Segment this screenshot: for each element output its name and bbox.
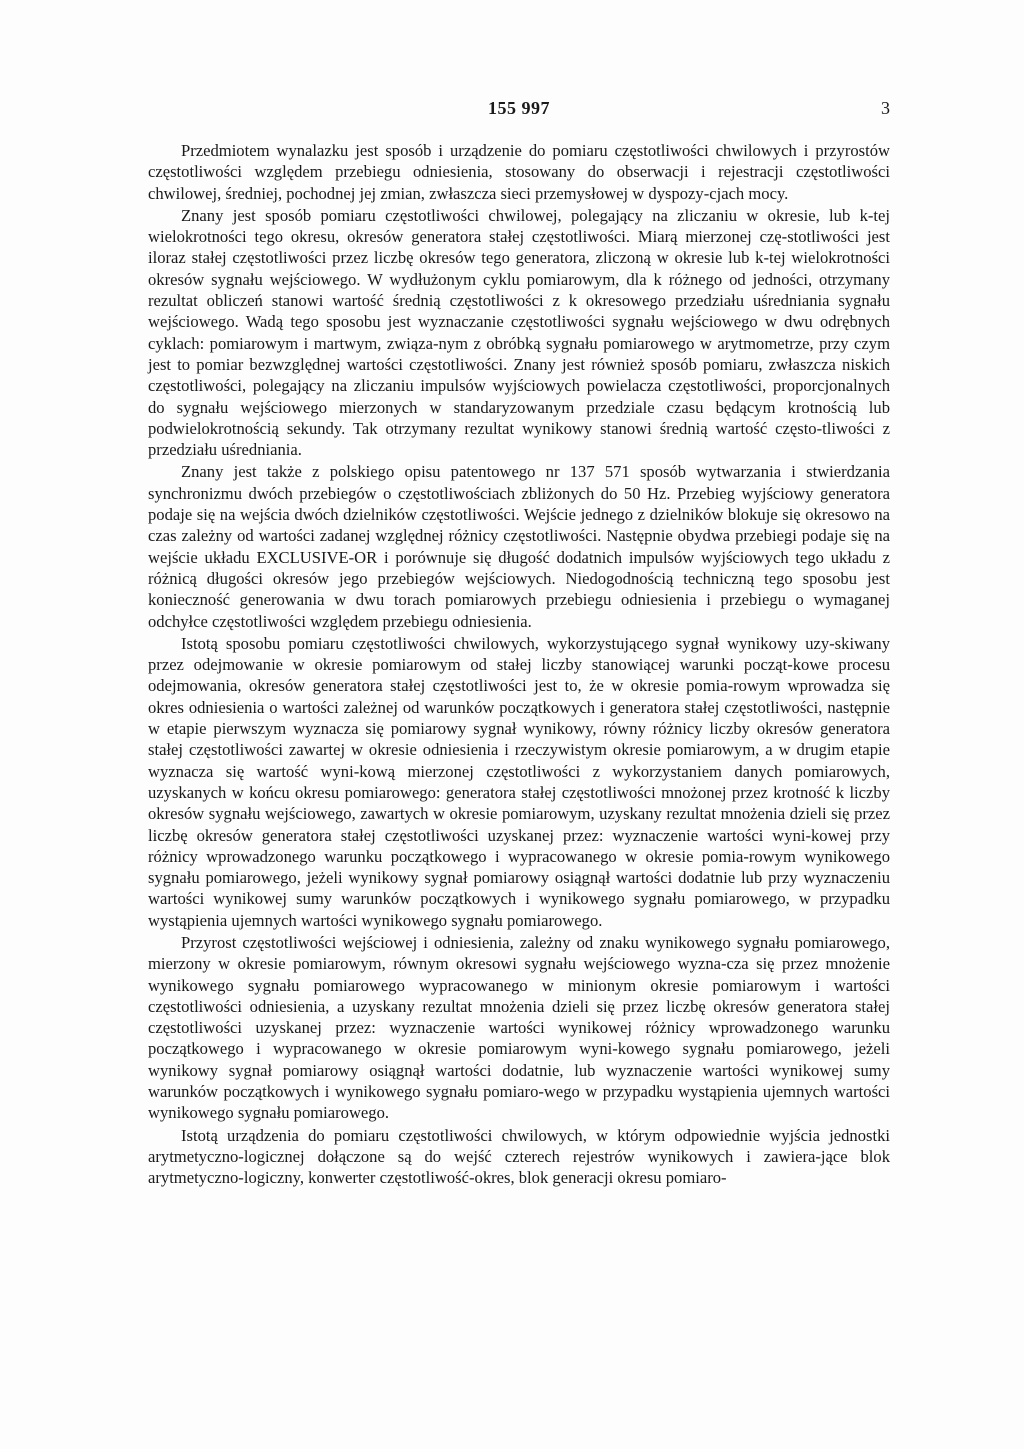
paragraph: Istotą urządzenia do pomiaru częstotliwości chwilowych, w którym odpowiednie wyjścia jednostki arytmetyczno-logicznej dołączone są do wejść czterech rejestrów wynikowych i zawiera-jące blok arytmetyczno-logiczny, konwerter częstotliwość-okres, blok generacji okresu pomiaro-	[148, 1125, 890, 1188]
paragraph: Znany jest także z polskiego opisu patentowego nr 137 571 sposób wytwarzania i stwierdzania synchronizmu dwóch przebiegów o częstotliwościach zbliżonych do 50 Hz. Przebieg wyjściowy generatora podaje się na wejścia dwóch dzielników częstotliwości. Wejście jednego z dzielników blokuje się okresowo na czas zależny od wartości zadanej względnej różnicy częstotliwości. Następnie obydwa przebiegi podaje się na wejście układu EXCLUSIVE-OR i porównuje się długość dodatnich impulsów wyjściowych tego układu z różnicą długości okresów jego przebiegów wejściowych. Niedogodnością techniczną tego sposobu jest konieczność generowania w dwu torach pomiarowych przebiegu odniesienia i przebiegu o wymaganej odchyłce częstotliwości względem przebiegu odniesienia.	[148, 462, 890, 631]
paragraph: Przedmiotem wynalazku jest sposób i urządzenie do pomiaru częstotliwości chwilowych i przyrostów częstotliwości względem przebiegu odniesienia, stosowany do obserwacji i rejestracji częstotliwości chwilowej, średniej, pochodnej jej zmian, zwłaszcza sieci przemysłowej w dyspozy-cjach mocy.	[148, 141, 890, 203]
paragraph: Przyrost częstotliwości wejściowej i odniesienia, zależny od znaku wynikowego sygnału pomiarowego, mierzony w okresie pomiarowym, równym okresowi sygnału wejściowego wyzna-cza się przez mnożenie wynikowego sygnału pomiarowego wypracowanego w minionym okresie pomiarowym i wartości częstotliwości odniesienia, a uzyskany rezultat mnożenia dzieli się przez liczbę okresów generatora stałej częstotliwości uzyskanej przez: wyznaczenie wartości wynikowej różnicy wprowadzonego warunku początkowego i wypracowanego w okresie pomiarowym wyni-kowego sygnału pomiarowego, jeżeli wynikowy sygnał pomiarowy osiągnął wartości dodatnie, lub wyznaczenie wartości wynikowej sumy warunków początkowych i wynikowego sygnału pomiaro-wego w przypadku wystąpienia ujemnych wartości wynikowego sygnału pomiarowego.	[148, 932, 890, 1123]
page-number: 3	[881, 98, 890, 118]
paragraph: Znany jest sposób pomiaru częstotliwości chwilowej, polegający na zliczaniu w okresie, lub k-tej wielokrotności tego okresu, okresów generatora stałej częstotliwości. Miarą mierzonej czę-stotliwości jest iloraz stałej częstotliwości przez liczbę okresów tego generatora, zliczoną w okresie lub k-tej wielokrotności okresów sygnału wejściowego. W wydłużonym cyklu pomiarowym, dla k różnego od jedności, otrzymany rezultat obliczeń stanowi wartość średnią częstotliwości z k okresowego przedziału uśredniania sygnału wejściowego. Wadą tego sposobu jest wyznaczanie częstotliwości sygnału wejściowego w dwu odrębnych cyklach: pomiarowym i martwym, związa-nym z obróbką sygnału pomiarowego w arytmometrze, przy czym jest to pomiar bezwzględnej wartości częstotliwości. Znany jest również sposób pomiaru, zwłaszcza niskich częstotliwości, polegający na zliczaniu impulsów wyjściowych powielacza częstotliwości, proporcjonalnych do sygnału wejściowego mierzonych w standaryzowanym przedziale czasu będącym krotnością lub podwielokrotnością sekundy. Tak otrzymany rezultat wynikowy stanowi średnią wartość często-tliwości z przedziału uśredniania.	[148, 205, 890, 460]
document-body	[148, 140, 890, 1190]
paragraph: Istotą sposobu pomiaru częstotliwości chwilowych, wykorzystującego sygnał wynikowy uzy-skiwany przez odejmowanie w okresie pomiarowym od stałej liczby stanowiącej warunki począt-kowe procesu odejmowania, okresów generatora stałej częstotliwości jest to, że w okresie pomia-rowym wprowadza się okres odniesienia o wartości zależnej od warunków początkowych i generatora stałej częstotliwości, następnie w etapie pierwszym wyznacza się pomiarowy sygnał wynikowy, równy różnicy liczby okresów generatora stałej częstotliwości zawartej w okresie odniesienia i rzeczywistym okresie pomiarowym, a w drugim etapie wyznacza się wartość wyni-kową mierzonej częstotliwości z wykorzystaniem danych pomiarowych, uzyskanych w końcu okresu pomiarowego: generatora stałej częstotliwości mnożonej przez krotność k liczby okresów sygnału wejściowego, zawartych w okresie pomiarowym, uzyskany rezultat mnożenia dzieli się przez liczbę okresów generatora stałej częstotliwości uzyskanej przez: wyznaczenie wartości wyni-kowej przy różnicy wprowadzonego warunku początkowego i wypracowanego w okresie pomia-rowym wynikowego sygnału pomiarowego, jeżeli wynikowy sygnał pomiarowy osiągnął wartości dodatnie lub przy wyznaczeniu wartości wynikowej sumy warunków początkowych i wynikowego sygnału pomiarowego, w przypadku wystąpienia ujemnych wartości wynikowego sygnału pomiarowego.	[148, 633, 890, 930]
patent-number: 155 997	[488, 98, 550, 118]
page-header	[148, 98, 890, 128]
